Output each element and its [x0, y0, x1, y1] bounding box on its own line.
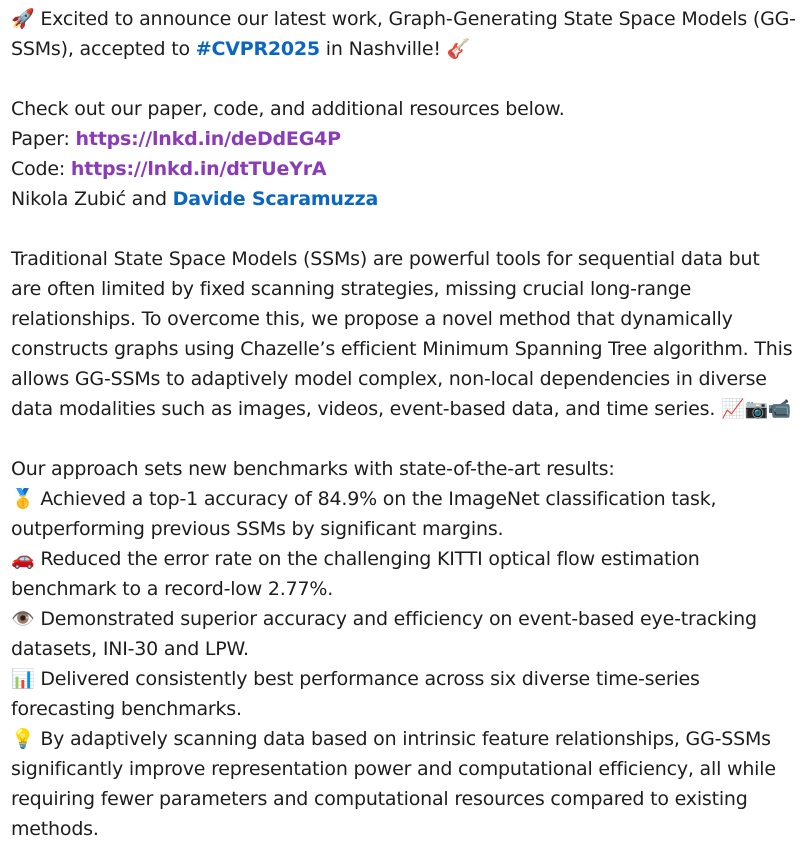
result-text: Delivered consistently best performance across six diverse time-series	[40, 668, 700, 690]
result-text: significantly improve representation power and computational efficiency, all while	[11, 758, 776, 780]
code-link[interactable]: https://lnkd.in/dtTUeYrA	[70, 158, 327, 180]
authors-text: Nikola Zubić and	[11, 188, 173, 210]
result-item-eye-tracking	[11, 604, 794, 634]
eye-icon: 👁️	[11, 608, 35, 630]
hashtag-cvpr2025-link[interactable]: #CVPR2025	[195, 38, 320, 60]
paper-link[interactable]: https://lnkd.in/deDdEG4P	[75, 128, 341, 150]
paper-line	[11, 124, 794, 154]
code-label: Code:	[11, 158, 71, 180]
spacer	[11, 214, 794, 244]
results-intro: Our approach sets new benchmarks with state-of-the-art results:	[11, 458, 615, 480]
result-item-efficiency	[11, 724, 794, 754]
intro-text-2: SSMs), accepted to	[11, 38, 196, 60]
paper-label: Paper:	[11, 128, 76, 150]
result-text: outperforming previous SSMs by significant margins.	[11, 518, 504, 540]
car-icon: 🚗	[11, 548, 35, 570]
result-text: forecasting benchmarks.	[11, 698, 242, 720]
intro-line-2	[11, 34, 794, 64]
result-text: By adaptively scanning data based on intrinsic feature relationships, GG-SSMs	[40, 728, 771, 750]
result-text: requiring fewer parameters and computational resources compared to existing	[11, 788, 748, 810]
spacer	[11, 424, 794, 454]
body-line: relationships. To overcome this, we propose a novel method that dynamically	[11, 308, 733, 330]
authors-line	[11, 184, 794, 214]
guitar-icon: 🎸	[446, 38, 471, 60]
result-text: Demonstrated superior accuracy and efficiency on event-based eye-tracking	[40, 608, 757, 630]
result-item-time-series	[11, 664, 794, 694]
spacer	[11, 64, 794, 94]
body-line: constructs graphs using Chazelle’s efficient Minimum Spanning Tree algorithm. This	[11, 338, 793, 360]
result-item-kitti	[11, 544, 794, 574]
result-text: Achieved a top-1 accuracy of 84.9% on the ImageNet classification task,	[40, 488, 717, 510]
bar-chart-icon: 📊	[11, 668, 35, 690]
resources-intro: Check out our paper, code, and additional resources below.	[11, 98, 565, 120]
code-line	[11, 154, 794, 184]
body-line: Traditional State Space Models (SSMs) are powerful tools for sequential data but	[11, 248, 760, 270]
gold-medal-icon: 🥇	[11, 488, 35, 510]
rocket-icon: 🚀	[11, 8, 35, 30]
result-text: datasets, INI-30 and LPW.	[11, 638, 249, 660]
result-text: benchmark to a record-low 2.77%.	[11, 578, 334, 600]
chart-camera-video-icons: 📈📷📹	[721, 398, 792, 420]
light-bulb-icon: 💡	[11, 728, 35, 750]
intro-line-1	[11, 4, 794, 34]
body-text: data modalities such as images, videos, event-based data, and time series.	[11, 398, 722, 420]
body-line: are often limited by fixed scanning strategies, missing crucial long-range	[11, 278, 692, 300]
result-item-imagenet	[11, 484, 794, 514]
author-davide-scaramuzza-link[interactable]: Davide Scaramuzza	[172, 188, 379, 210]
intro-text-1: Excited to announce our latest work, Graph-Generating State Space Models (GG-	[40, 8, 796, 30]
result-text: methods.	[11, 818, 99, 840]
body-line	[11, 394, 794, 424]
body-line: allows GG-SSMs to adaptively model complex, non-local dependencies in diverse	[11, 368, 767, 390]
intro-text-3: in Nashville!	[319, 38, 447, 60]
result-text: Reduced the error rate on the challenging KITTI optical flow estimation	[40, 548, 700, 570]
